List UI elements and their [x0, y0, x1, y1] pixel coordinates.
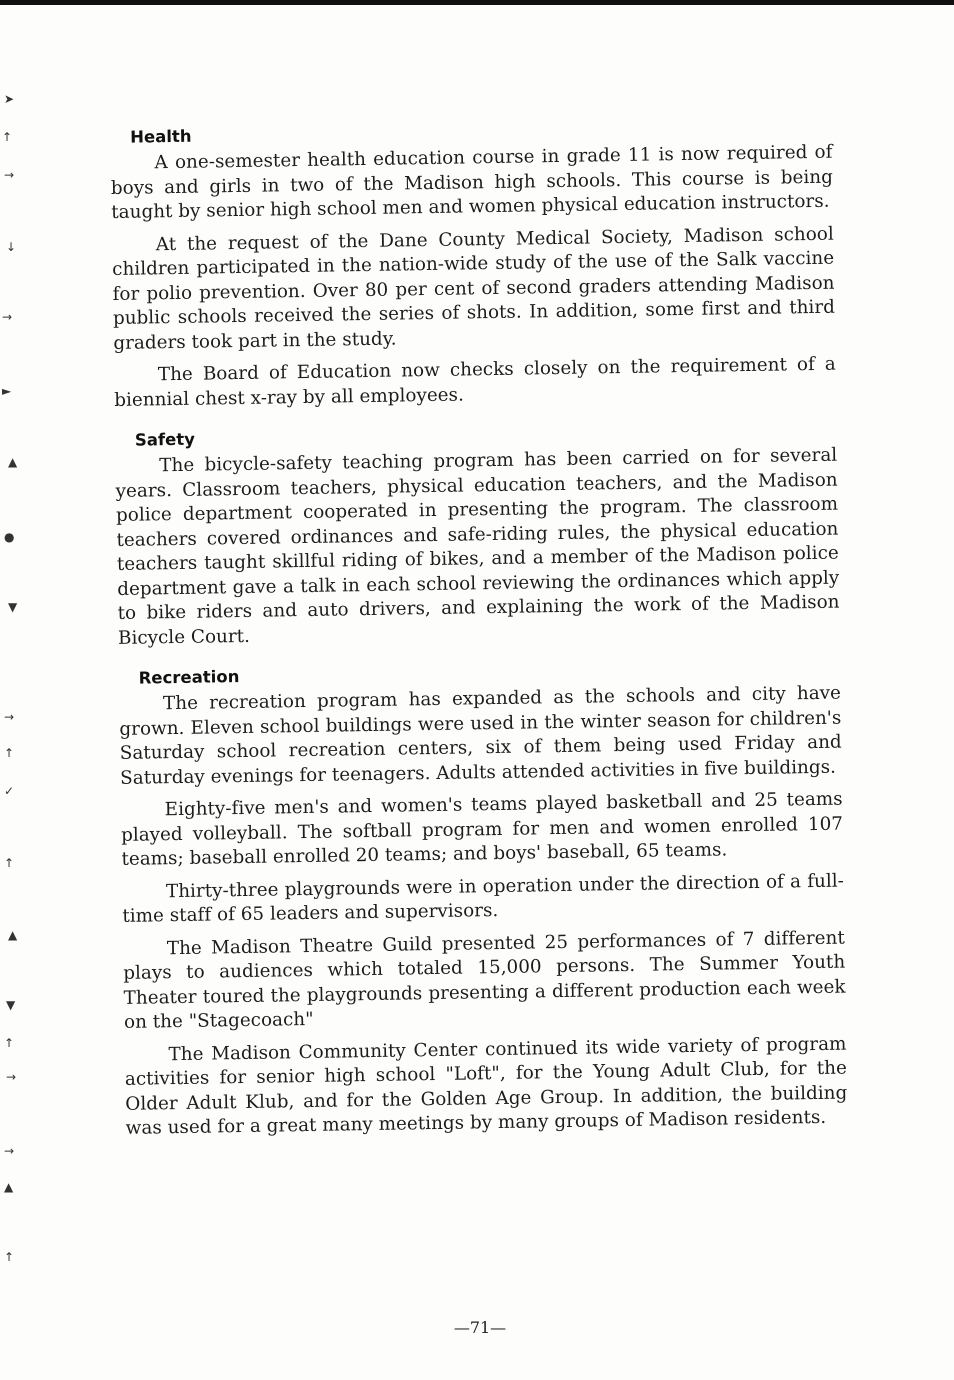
binding-mark: ↑ [4, 1250, 15, 1264]
page-number: —71— [453, 1318, 507, 1337]
recreation-paragraph-4: The Madison Theatre Guild presented 25 performances of 7 different plays to audiences which totaled 15,000 persons. The Summer Youth Theater toured the playgrounds presenting a different production each week on the "Stagecoach" [123, 927, 846, 1033]
section-safety [115, 420, 840, 651]
section-health [110, 117, 836, 413]
binding-mark: ▲ [8, 928, 18, 942]
section-recreation [118, 658, 847, 1142]
health-paragraph-2: At the request of the Dane County Medical Society, Madison school children participated in the nation-wide study of the use of the Salk vaccine for polio prevention. Over 80 per cent of second graders attending Madison public schools received the series of shots. In addition, some first and third graders took part in the study. [112, 223, 836, 354]
recreation-paragraph-2: Eighty-five men's and women's teams played basketball and 25 teams played volleyball. The softball program for men and women enrolled 107 teams; baseball enrolled 20 teams; and boys' baseball, 65 teams. [120, 788, 844, 870]
binding-mark: ► [2, 384, 12, 398]
binding-mark: ↑ [4, 746, 15, 760]
health-paragraph-3: The Board of Education now checks closely on the requirement of a biennial chest x-ray by all employees. [114, 353, 836, 411]
binding-mark: ✓ [4, 784, 15, 798]
section-heading-safety: Safety [134, 429, 196, 450]
top-edge-rule [0, 0, 954, 5]
binding-mark: → [4, 710, 15, 724]
health-paragraph-1: A one-semester health education course in grade 11 is now required of boys and girls in two of the Madison high schools. This course is being taught by senior high school men and women physical education instructors. [110, 141, 834, 223]
recreation-paragraph-1: The recreation program has expanded as the schools and city have grown. Eleven school buildings were used in the winter season for children's Saturday school recreation centers, six of them being used Friday and Saturday evenings for teenagers. Adults attended activities in five buildings. [119, 682, 842, 789]
binding-mark: ▲ [4, 1180, 14, 1194]
binding-mark: → [4, 168, 15, 182]
safety-paragraph-1: The bicycle-safety teaching program has been carried on for several years. Classroom teachers, physical education teachers, and the Madison police department cooperated in presenting the program. The classroom teachers covered ordinances and safe-riding rules, the physical education teachers taught skillful riding of bikes, and a member of the Madison police department gave a talk in each school reviewing the ordinances which apply to bike riders and auto drivers, and explaining the work of the Madison Bicycle Court. [115, 444, 840, 649]
binding-margin-marks [0, 0, 30, 1380]
recreation-paragraph-3: Thirty-three playgrounds were in operation under the direction of a full-time staff of 65 leaders and supervisors. [122, 870, 845, 927]
binding-mark: → [6, 1070, 17, 1084]
document-body [110, 117, 848, 1150]
binding-mark: ▼ [8, 600, 18, 614]
binding-mark: ↑ [2, 130, 13, 144]
binding-mark: ↓ [6, 240, 17, 254]
binding-mark: ● [4, 530, 15, 544]
binding-mark: → [2, 310, 13, 324]
section-heading-recreation: Recreation [138, 667, 240, 688]
binding-mark: ▲ [8, 455, 18, 469]
binding-mark: ▼ [6, 998, 16, 1012]
section-heading-health: Health [129, 126, 192, 147]
binding-mark: ➤ [4, 92, 15, 106]
binding-mark: → [4, 1144, 15, 1158]
binding-mark: ↑ [4, 856, 15, 870]
binding-mark: ↑ [4, 1036, 15, 1050]
recreation-paragraph-5: The Madison Community Center continued its wide variety of program activities for senior high school "Loft", for the Young Adult Club, for the Older Adult Klub, and for the Golden Age Group. In addition, the building was used for a great many meetings by many groups of Madison residents. [124, 1033, 848, 1139]
